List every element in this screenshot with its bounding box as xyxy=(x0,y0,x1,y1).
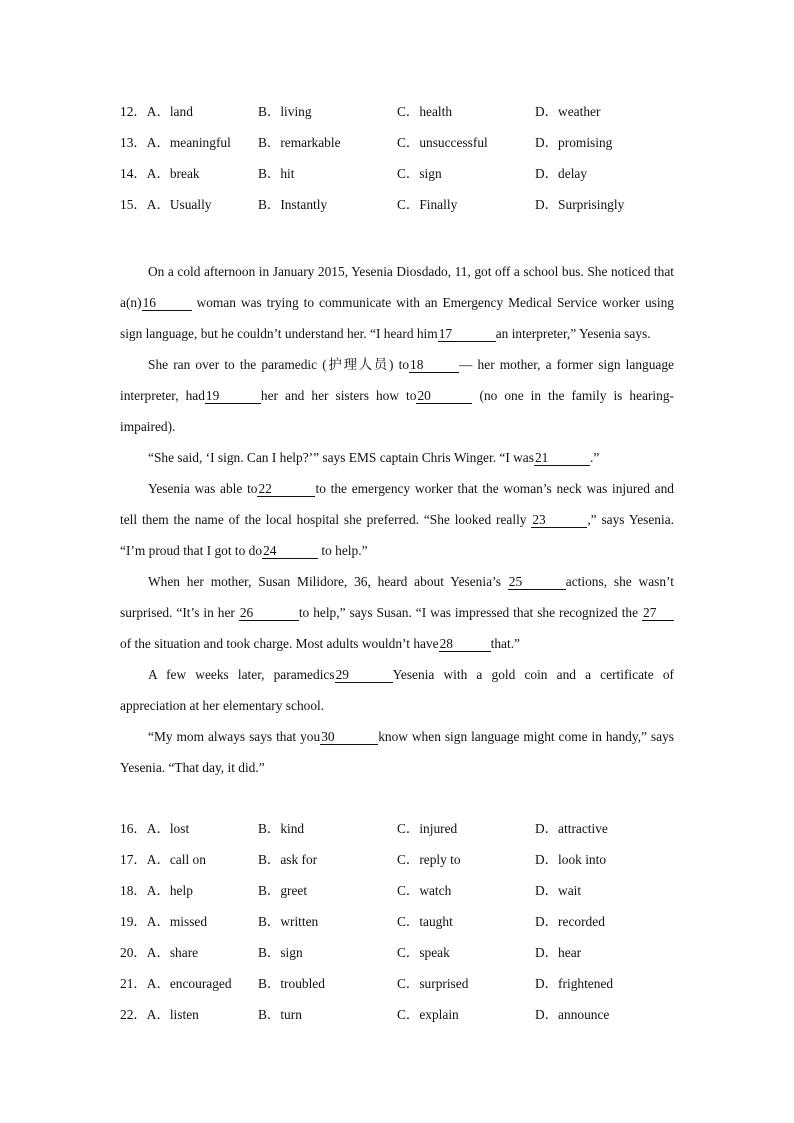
option-a: 18．A．help xyxy=(120,883,193,898)
blank-28: 28 xyxy=(439,637,491,652)
option-c: C．unsuccessful xyxy=(397,135,488,150)
option-a: 22．A．listen xyxy=(120,1007,199,1022)
question-options-18 xyxy=(120,881,720,912)
question-options-17 xyxy=(120,850,720,881)
option-c: C．watch xyxy=(397,883,452,898)
blank-26: 26 xyxy=(239,606,299,621)
question-options-19 xyxy=(120,912,720,943)
option-d: D．attractive xyxy=(535,821,608,836)
option-b: B．living xyxy=(258,104,312,119)
paragraph-2: She ran over to the paramedic (护理人员) to18 — her mother, a former sign language interpreter, had19 her and her sisters how to20 (no one in the family is hearing-impaired). xyxy=(120,357,674,434)
option-a: 17．A．call on xyxy=(120,852,206,867)
question-options-22 xyxy=(120,1005,720,1036)
blank-25: 25 xyxy=(508,575,566,590)
option-b: B．Instantly xyxy=(258,197,328,212)
option-d: D．wait xyxy=(535,883,582,898)
blank-23: 23 xyxy=(531,513,587,528)
paragraph-5: When her mother, Susan Milidore, 36, heard about Yesenia’s 25 actions, she wasn’t surprised. “It’s in her 26 to help,” says Susan. “I was impressed that she recognized the 27of the situation and took charge. Most adults wouldn’t have28 that.” xyxy=(120,574,674,651)
option-b: B．ask for xyxy=(258,852,318,867)
blank-17: 17 xyxy=(438,327,496,342)
blank-22: 22 xyxy=(257,482,315,497)
question-options-20 xyxy=(120,943,720,974)
options-bottom xyxy=(120,819,720,1036)
blank-18: 18 xyxy=(409,358,459,373)
option-a: 16．A．lost xyxy=(120,821,190,836)
paragraph-6: A few weeks later, paramedics29 Yesenia with a gold coin and a certificate of appreciation at her elementary school. xyxy=(120,667,674,713)
option-d: D．weather xyxy=(535,104,601,119)
blank-21: 21 xyxy=(534,451,590,466)
option-b: B．greet xyxy=(258,883,308,898)
option-c: C．taught xyxy=(397,914,453,929)
question-options-13 xyxy=(120,133,720,164)
option-b: B．sign xyxy=(258,945,303,960)
option-b: B．turn xyxy=(258,1007,302,1022)
paragraph-4: Yesenia was able to22 to the emergency worker that the woman’s neck was injured and tell them the name of the local hospital she preferred. “She looked really 23 ,” says Yesenia. “I’m proud that I got to do24 to help.” xyxy=(120,481,674,558)
option-c: C．explain xyxy=(397,1007,459,1022)
option-c: C．sign xyxy=(397,166,442,181)
option-c: C．reply to xyxy=(397,852,461,867)
blank-16: 16 xyxy=(142,296,192,311)
blank-20: 20 xyxy=(416,389,472,404)
option-d: D．recorded xyxy=(535,914,605,929)
blank-19: 19 xyxy=(205,389,261,404)
option-c: C．surprised xyxy=(397,976,469,991)
option-d: D．delay xyxy=(535,166,588,181)
cloze-passage xyxy=(120,256,674,783)
option-b: B．troubled xyxy=(258,976,325,991)
blank-29: 29 xyxy=(335,668,393,683)
blank-27: 27 xyxy=(642,606,674,621)
option-d: D．Surprisingly xyxy=(535,197,625,212)
blank-30: 30 xyxy=(320,730,378,745)
option-a: 15．A．Usually xyxy=(120,197,212,212)
option-a: 21．A．encouraged xyxy=(120,976,232,991)
question-options-14 xyxy=(120,164,720,195)
blank-24: 24 xyxy=(262,544,318,559)
question-options-15 xyxy=(120,195,720,226)
option-d: D．promising xyxy=(535,135,613,150)
option-c: C．injured xyxy=(397,821,458,836)
paragraph-7: “My mom always says that you30 know when sign language might come in handy,” says Yesenia. “That day, it did.” xyxy=(120,729,674,775)
paragraph-3: “She said, ‘I sign. Can I help?’” says EMS captain Chris Winger. “I was21 .” xyxy=(148,450,600,465)
option-b: B．hit xyxy=(258,166,295,181)
option-b: B．remarkable xyxy=(258,135,341,150)
paragraph-1: On a cold afternoon in January 2015, Yesenia Diosdado, 11, got off a school bus. She noticed that a(n)16 woman was trying to communicate with an Emergency Medical Service worker using sign language, but he couldn’t understand her. “I heard him17 an interpreter,” Yesenia says. xyxy=(120,264,674,341)
option-c: C．health xyxy=(397,104,453,119)
option-a: 12．A．land xyxy=(120,104,193,119)
option-d: D．look into xyxy=(535,852,607,867)
option-a: 13．A．meaningful xyxy=(120,135,231,150)
option-d: D．hear xyxy=(535,945,582,960)
option-b: B．written xyxy=(258,914,319,929)
option-a: 14．A．break xyxy=(120,166,200,181)
question-options-12 xyxy=(120,102,720,133)
option-c: C．speak xyxy=(397,945,450,960)
option-c: C．Finally xyxy=(397,197,458,212)
option-b: B．kind xyxy=(258,821,305,836)
option-a: 20．A．share xyxy=(120,945,199,960)
question-options-16 xyxy=(120,819,720,850)
option-d: D．frightened xyxy=(535,976,614,991)
options-top xyxy=(120,102,720,226)
option-d: D．announce xyxy=(535,1007,610,1022)
question-options-21 xyxy=(120,974,720,1005)
option-a: 19．A．missed xyxy=(120,914,208,929)
